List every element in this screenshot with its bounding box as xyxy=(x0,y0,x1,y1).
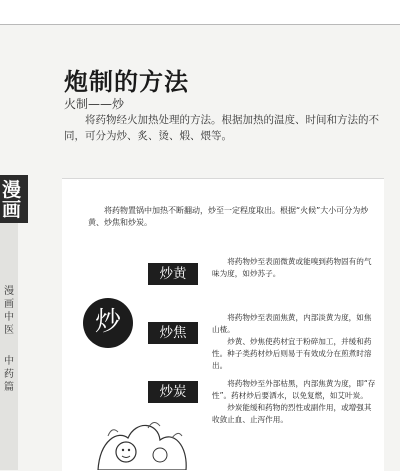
method-desc-text: 炒炭能缓和药物的烈性或副作用，或增强其收敛止血、止泻作用。 xyxy=(212,403,372,424)
method-desc-text: 将药物炒至表面微黄或能嗅到药物固有的气味为度，如炒苏子。 xyxy=(212,257,372,278)
panel-intro: 将药物置锅中加热不断翻动，炒至一定程度取出。根据“火候”大小可分为炒黄、炒焦和炒炭。 xyxy=(88,206,369,227)
chao-emblem: 炒 xyxy=(83,298,133,348)
method-tag-chaohuang: 炒黄 xyxy=(148,263,198,285)
intro-paragraph: 将药物经火加热处理的方法。根据加热的温度、时间和方法的不同，可分为炒、炙、烫、煅、煨等。 xyxy=(64,114,379,142)
page-top-band xyxy=(0,0,400,24)
section-subtitle: 火制——炒 xyxy=(64,97,125,111)
method-desc-chaojiao xyxy=(212,312,377,372)
cartoon-illustration xyxy=(88,400,198,470)
spine-volume-label: 中药篇 xyxy=(4,356,14,393)
method-desc-text: 将药物炒至表面焦黄，内部淡黄为度，如焦山楂。 xyxy=(212,313,372,334)
spine-series-label: 漫画中医 xyxy=(4,286,14,336)
method-desc-text: 炒黄、炒焦使药材宜于粉碎加工，并缓和药性。种子类药材炒后则易于有效成分在煎煮时溶出。 xyxy=(212,337,372,370)
method-desc-text: 将药物炒至外部枯黑，内部焦黄为度，即“存性”。药材炒后要洒水，以免复燃，如艾叶炭。 xyxy=(212,379,376,400)
method-tag-chaotan: 炒炭 xyxy=(148,381,198,403)
method-desc-chaohuang xyxy=(212,256,377,280)
page-title: 炮制的方法 xyxy=(64,68,189,96)
method-tag-chaojiao: 炒焦 xyxy=(148,322,198,344)
method-desc-chaotan xyxy=(212,378,377,426)
page-top-divider xyxy=(0,24,400,25)
spine-title: 漫画 xyxy=(2,179,22,221)
